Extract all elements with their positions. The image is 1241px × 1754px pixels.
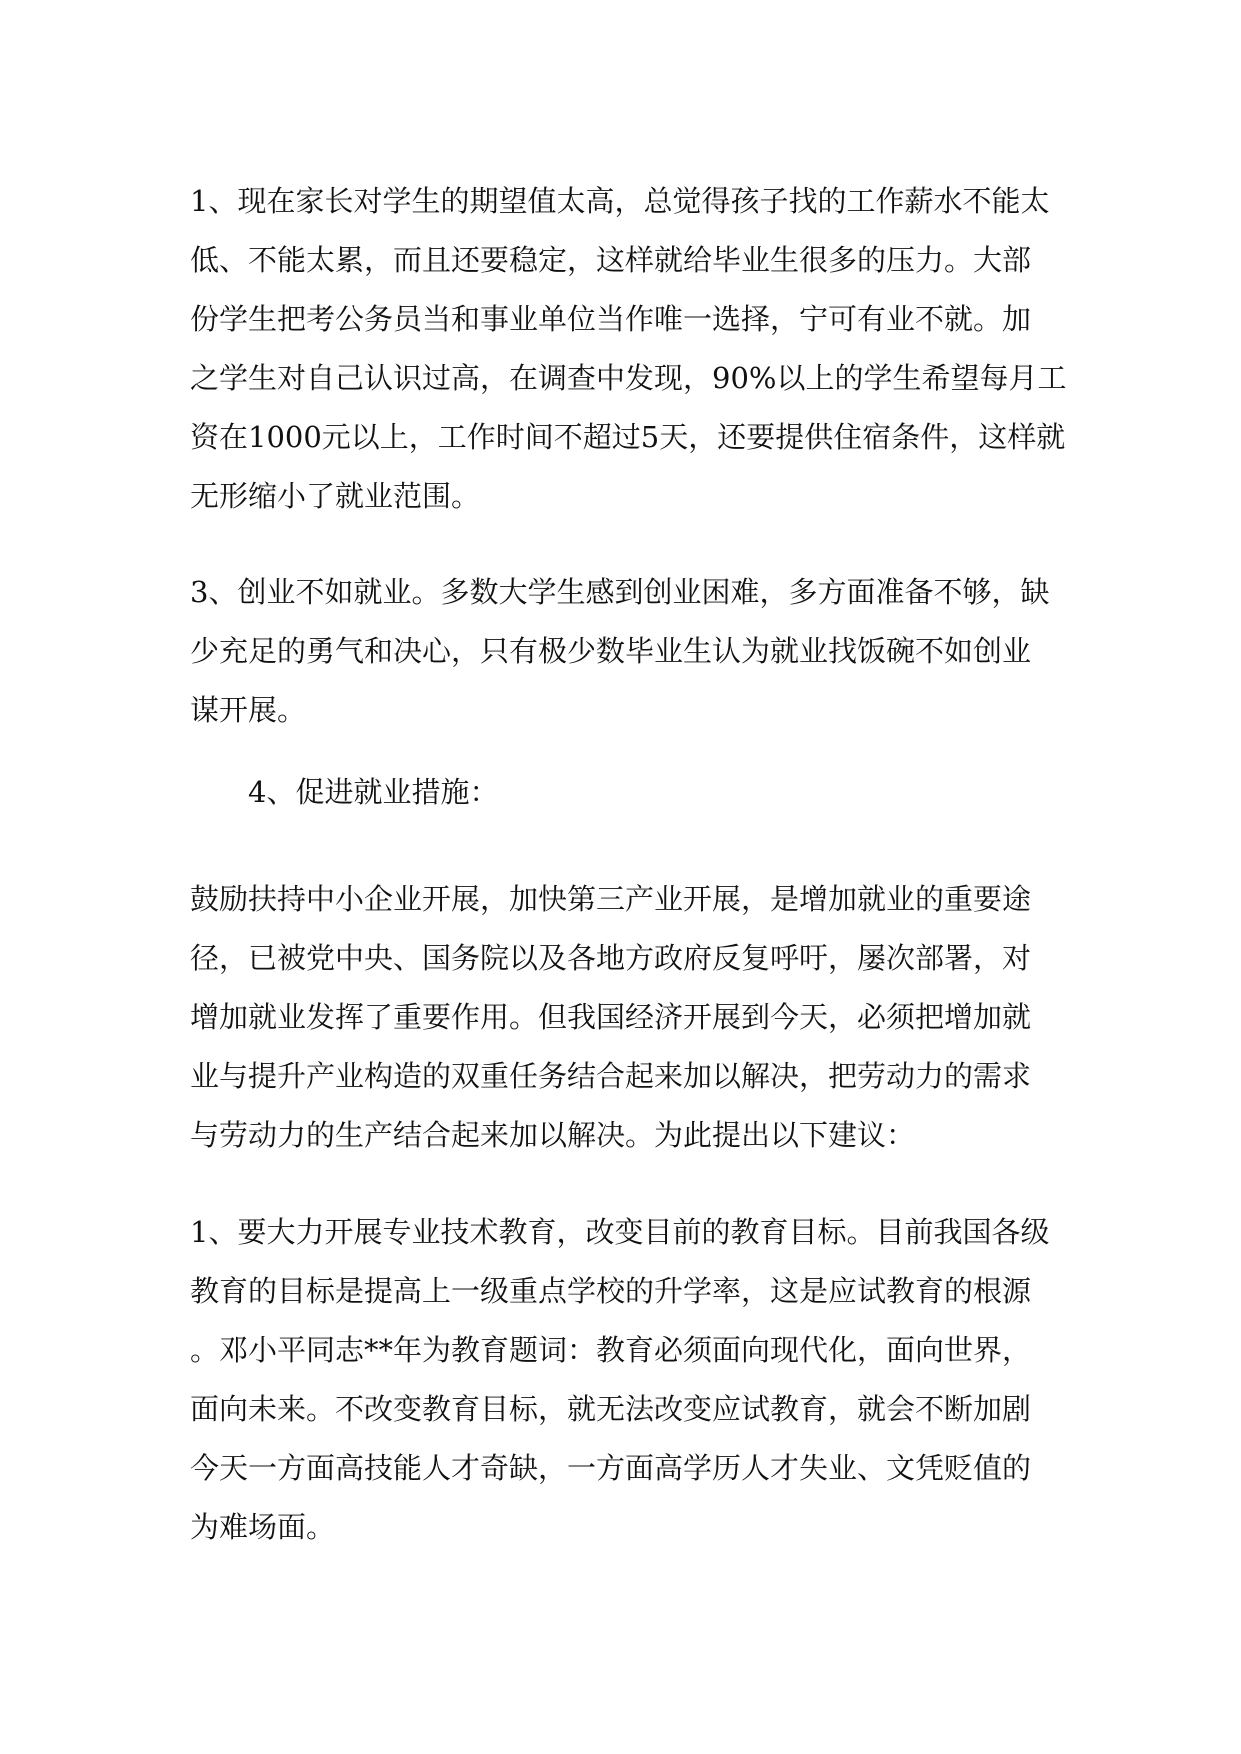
text-line: 1、要大力开展专业技术教育，改变目前的教育目标。目前我国各级 xyxy=(190,1215,1050,1249)
text-line: 教育的目标是提高上一级重点学校的升学率，这是应试教育的根源 xyxy=(190,1274,1032,1308)
text-line: 径，已被党中央、国务院以及各地方政府反复呼吁，屡次部署，对 xyxy=(190,941,1032,975)
text-line: 4、促进就业措施： xyxy=(248,775,499,809)
text-line: 少充足的勇气和决心，只有极少数毕业生认为就业找饭碗不如创业 xyxy=(190,634,1032,668)
paragraph-vocational-education xyxy=(190,1203,1070,1557)
text-line: 之学生对自己认识过高，在调查中发现，90%以上的学生希望每月工 xyxy=(190,361,1067,395)
section-heading-measures xyxy=(248,763,1128,822)
paragraph-parent-expectations xyxy=(190,172,1070,526)
text-line: 低、不能太累，而且还要稳定，这样就给毕业生很多的压力。大部 xyxy=(190,243,1032,277)
text-line: 业与提升产业构造的双重任务结合起来加以解决，把劳动力的需求 xyxy=(190,1059,1032,1093)
text-line: 无形缩小了就业范围。 xyxy=(190,479,481,513)
text-line: 谋开展。 xyxy=(190,693,307,727)
text-line: 1、现在家长对学生的期望值太高，总觉得孩子找的工作薪水不能太 xyxy=(190,184,1050,218)
text-line: 为难场面。 xyxy=(190,1510,336,1544)
text-line: 增加就业发挥了重要作用。但我国经济开展到今天，必须把增加就 xyxy=(190,1000,1032,1034)
text-line: 份学生把考公务员当和事业单位当作唯一选择，宁可有业不就。加 xyxy=(190,302,1032,336)
text-line: 资在1000元以上，工作时间不超过5天，还要提供住宿条件，这样就 xyxy=(190,420,1066,454)
paragraph-encourage-sme xyxy=(190,870,1070,1165)
text-line: 鼓励扶持中小企业开展，加快第三产业开展，是增加就业的重要途 xyxy=(190,882,1032,916)
text-line: 。邓小平同志**年为教育题词：教育必须面向现代化，面向世界， xyxy=(190,1333,1032,1367)
text-line: 与劳动力的生产结合起来加以解决。为此提出以下建议： xyxy=(190,1118,916,1152)
text-line: 面向未来。不改变教育目标，就无法改变应试教育，就会不断加剧 xyxy=(190,1392,1032,1426)
text-line: 3、创业不如就业。多数大学生感到创业困难，多方面准备不够，缺 xyxy=(190,575,1050,609)
text-line: 今天一方面高技能人才奇缺，一方面高学历人才失业、文凭贬值的 xyxy=(190,1451,1032,1485)
paragraph-entrepreneurship xyxy=(190,563,1070,740)
